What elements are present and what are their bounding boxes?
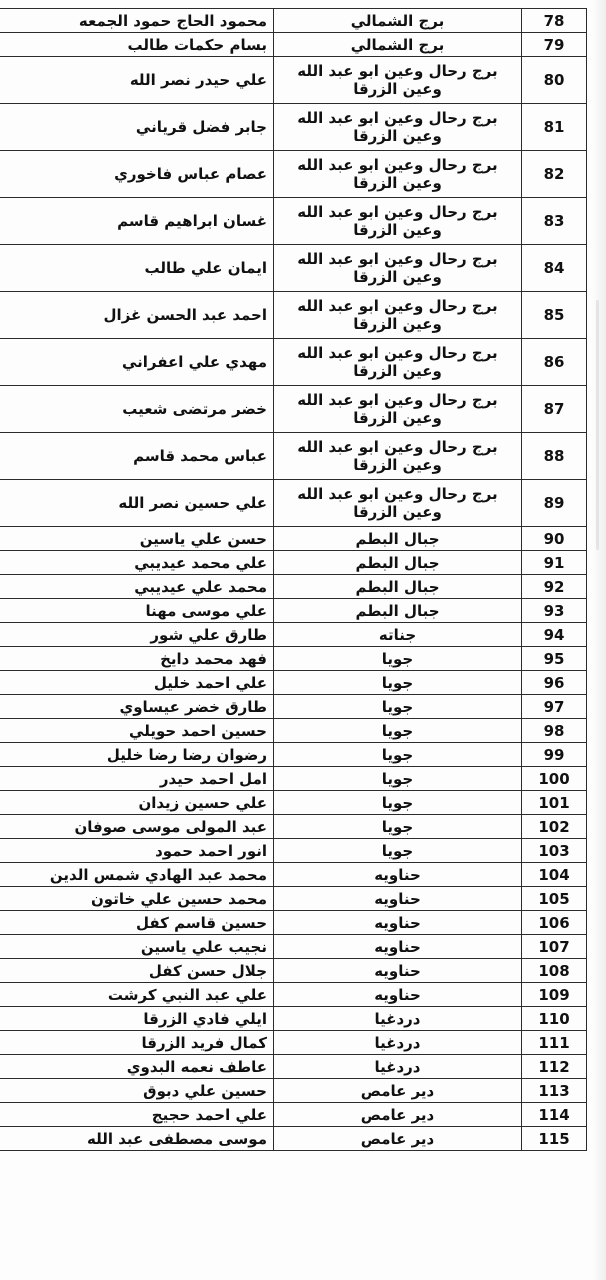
village-cell: جويا xyxy=(274,719,522,743)
person-name-cell: انور احمد حمود xyxy=(0,839,274,863)
table-row xyxy=(0,480,587,527)
village-cell: حناويه xyxy=(274,863,522,887)
village-cell: جبال البطم xyxy=(274,575,522,599)
table-row xyxy=(0,695,587,719)
person-name-cell: علي احمد حجيج xyxy=(0,1103,274,1127)
row-number-cell: 82 xyxy=(522,151,587,198)
person-name-cell: طارق علي شور xyxy=(0,623,274,647)
row-number-cell: 98 xyxy=(522,719,587,743)
table-row xyxy=(0,863,587,887)
row-number-cell: 109 xyxy=(522,983,587,1007)
village-cell: دير عامص xyxy=(274,1127,522,1151)
village-cell: حناويه xyxy=(274,911,522,935)
person-name-cell: محمد حسين علي خاتون xyxy=(0,887,274,911)
village-cell: دردغيا xyxy=(274,1007,522,1031)
table-row xyxy=(0,198,587,245)
row-number-cell: 105 xyxy=(522,887,587,911)
table-row xyxy=(0,1079,587,1103)
row-number-cell: 110 xyxy=(522,1007,587,1031)
row-number-cell: 101 xyxy=(522,791,587,815)
person-name-cell: حسين قاسم كفل xyxy=(0,911,274,935)
table-row xyxy=(0,1031,587,1055)
row-number-cell: 95 xyxy=(522,647,587,671)
row-number-cell: 107 xyxy=(522,935,587,959)
person-name-cell: فهد محمد دايخ xyxy=(0,647,274,671)
table-row xyxy=(0,767,587,791)
person-name-cell: رضوان رضا رضا خليل xyxy=(0,743,274,767)
table-row xyxy=(0,1103,587,1127)
village-cell: برج الشمالي xyxy=(274,33,522,57)
person-name-cell: ايمان علي طالب xyxy=(0,245,274,292)
person-name-cell: علي عبد النبي كرشت xyxy=(0,983,274,1007)
table-row xyxy=(0,839,587,863)
person-name-cell: عبد المولى موسى صوفان xyxy=(0,815,274,839)
village-cell: جبال البطم xyxy=(274,527,522,551)
person-name-cell: محمد علي عيديبي xyxy=(0,575,274,599)
scrollbar-thumb[interactable] xyxy=(596,300,599,550)
village-cell: دردغيا xyxy=(274,1055,522,1079)
person-name-cell: جابر فضل قرياني xyxy=(0,104,274,151)
village-cell: جناته xyxy=(274,623,522,647)
table-row xyxy=(0,386,587,433)
village-cell: جويا xyxy=(274,791,522,815)
person-name-cell: جلال حسن كفل xyxy=(0,959,274,983)
table-row xyxy=(0,983,587,1007)
table-row xyxy=(0,151,587,198)
row-number-cell: 78 xyxy=(522,9,587,33)
page-edge-shadow xyxy=(592,0,606,1280)
table-row xyxy=(0,245,587,292)
person-name-cell: حسن علي ياسين xyxy=(0,527,274,551)
person-name-cell: امل احمد حيدر xyxy=(0,767,274,791)
village-cell: برج رحال وعين ابو عبد الله وعين الزرقا xyxy=(274,386,522,433)
village-cell: حناويه xyxy=(274,983,522,1007)
table-row xyxy=(0,1127,587,1151)
row-number-cell: 104 xyxy=(522,863,587,887)
row-number-cell: 113 xyxy=(522,1079,587,1103)
person-name-cell: ايلي فادي الزرقا xyxy=(0,1007,274,1031)
village-cell: حناويه xyxy=(274,887,522,911)
village-cell: برج رحال وعين ابو عبد الله وعين الزرقا xyxy=(274,151,522,198)
village-cell: حناويه xyxy=(274,935,522,959)
row-number-cell: 108 xyxy=(522,959,587,983)
person-name-cell: عاطف نعمه البدوي xyxy=(0,1055,274,1079)
person-name-cell: حسين احمد حويلي xyxy=(0,719,274,743)
table-row xyxy=(0,575,587,599)
person-name-cell: علي حيدر نصر الله xyxy=(0,57,274,104)
person-name-cell: حسين علي دبوق xyxy=(0,1079,274,1103)
village-cell: برج رحال وعين ابو عبد الله وعين الزرقا xyxy=(274,245,522,292)
row-number-cell: 94 xyxy=(522,623,587,647)
person-name-cell: علي حسين نصر الله xyxy=(0,480,274,527)
table-row xyxy=(0,911,587,935)
row-number-cell: 114 xyxy=(522,1103,587,1127)
village-cell: دردغيا xyxy=(274,1031,522,1055)
person-name-cell: عصام عباس فاخوري xyxy=(0,151,274,198)
table-row xyxy=(0,647,587,671)
village-cell: برج رحال وعين ابو عبد الله وعين الزرقا xyxy=(274,104,522,151)
table-row xyxy=(0,671,587,695)
village-cell: جويا xyxy=(274,671,522,695)
table-row xyxy=(0,791,587,815)
person-name-cell: علي محمد عيديبي xyxy=(0,551,274,575)
table-row xyxy=(0,551,587,575)
row-number-cell: 102 xyxy=(522,815,587,839)
person-name-cell: خضر مرتضى شعيب xyxy=(0,386,274,433)
village-cell: جويا xyxy=(274,647,522,671)
row-number-cell: 103 xyxy=(522,839,587,863)
person-name-cell: علي احمد خليل xyxy=(0,671,274,695)
person-name-cell: غسان ابراهيم قاسم xyxy=(0,198,274,245)
village-cell: برج الشمالي xyxy=(274,9,522,33)
row-number-cell: 97 xyxy=(522,695,587,719)
table-row xyxy=(0,339,587,386)
table-row xyxy=(0,623,587,647)
table-row xyxy=(0,9,587,33)
table-row xyxy=(0,935,587,959)
table-row xyxy=(0,104,587,151)
row-number-cell: 87 xyxy=(522,386,587,433)
row-number-cell: 96 xyxy=(522,671,587,695)
person-name-cell: علي موسى مهنا xyxy=(0,599,274,623)
village-cell: جويا xyxy=(274,815,522,839)
village-cell: برج رحال وعين ابو عبد الله وعين الزرقا xyxy=(274,57,522,104)
table-row xyxy=(0,527,587,551)
village-cell: حناويه xyxy=(274,959,522,983)
row-number-cell: 85 xyxy=(522,292,587,339)
person-name-cell: عباس محمد قاسم xyxy=(0,433,274,480)
table-row xyxy=(0,1055,587,1079)
person-name-cell: كمال فريد الزرقا xyxy=(0,1031,274,1055)
row-number-cell: 91 xyxy=(522,551,587,575)
row-number-cell: 90 xyxy=(522,527,587,551)
table-body xyxy=(0,9,587,1151)
table-row xyxy=(0,1007,587,1031)
row-number-cell: 93 xyxy=(522,599,587,623)
row-number-cell: 86 xyxy=(522,339,587,386)
village-cell: جويا xyxy=(274,743,522,767)
village-cell: برج رحال وعين ابو عبد الله وعين الزرقا xyxy=(274,339,522,386)
table-row xyxy=(0,887,587,911)
row-number-cell: 106 xyxy=(522,911,587,935)
table-row xyxy=(0,57,587,104)
village-cell: برج رحال وعين ابو عبد الله وعين الزرقا xyxy=(274,433,522,480)
village-cell: جبال البطم xyxy=(274,599,522,623)
row-number-cell: 112 xyxy=(522,1055,587,1079)
person-name-cell: طارق خضر عيساوي xyxy=(0,695,274,719)
person-name-cell: احمد عبد الحسن غزال xyxy=(0,292,274,339)
village-cell: دير عامص xyxy=(274,1079,522,1103)
names-table xyxy=(0,8,587,1151)
person-name-cell: موسى مصطفى عبد الله xyxy=(0,1127,274,1151)
person-name-cell: محمود الحاج حمود الجمعه xyxy=(0,9,274,33)
village-cell: جويا xyxy=(274,839,522,863)
village-cell: جويا xyxy=(274,695,522,719)
village-cell: برج رحال وعين ابو عبد الله وعين الزرقا xyxy=(274,292,522,339)
row-number-cell: 115 xyxy=(522,1127,587,1151)
row-number-cell: 81 xyxy=(522,104,587,151)
table-row xyxy=(0,719,587,743)
row-number-cell: 80 xyxy=(522,57,587,104)
table-row xyxy=(0,292,587,339)
row-number-cell: 83 xyxy=(522,198,587,245)
table-row xyxy=(0,959,587,983)
village-cell: جبال البطم xyxy=(274,551,522,575)
table-row xyxy=(0,599,587,623)
table-row xyxy=(0,433,587,480)
person-name-cell: بسام حكمات طالب xyxy=(0,33,274,57)
row-number-cell: 111 xyxy=(522,1031,587,1055)
village-cell: برج رحال وعين ابو عبد الله وعين الزرقا xyxy=(274,480,522,527)
person-name-cell: محمد عبد الهادي شمس الدين xyxy=(0,863,274,887)
person-name-cell: علي حسين زيدان xyxy=(0,791,274,815)
person-name-cell: مهدي علي اعفراني xyxy=(0,339,274,386)
row-number-cell: 84 xyxy=(522,245,587,292)
person-name-cell: نجيب علي ياسين xyxy=(0,935,274,959)
row-number-cell: 92 xyxy=(522,575,587,599)
village-cell: جويا xyxy=(274,767,522,791)
village-cell: دير عامص xyxy=(274,1103,522,1127)
row-number-cell: 88 xyxy=(522,433,587,480)
table-row xyxy=(0,743,587,767)
table-row xyxy=(0,33,587,57)
row-number-cell: 99 xyxy=(522,743,587,767)
row-number-cell: 79 xyxy=(522,33,587,57)
row-number-cell: 89 xyxy=(522,480,587,527)
table-row xyxy=(0,815,587,839)
village-cell: برج رحال وعين ابو عبد الله وعين الزرقا xyxy=(274,198,522,245)
row-number-cell: 100 xyxy=(522,767,587,791)
